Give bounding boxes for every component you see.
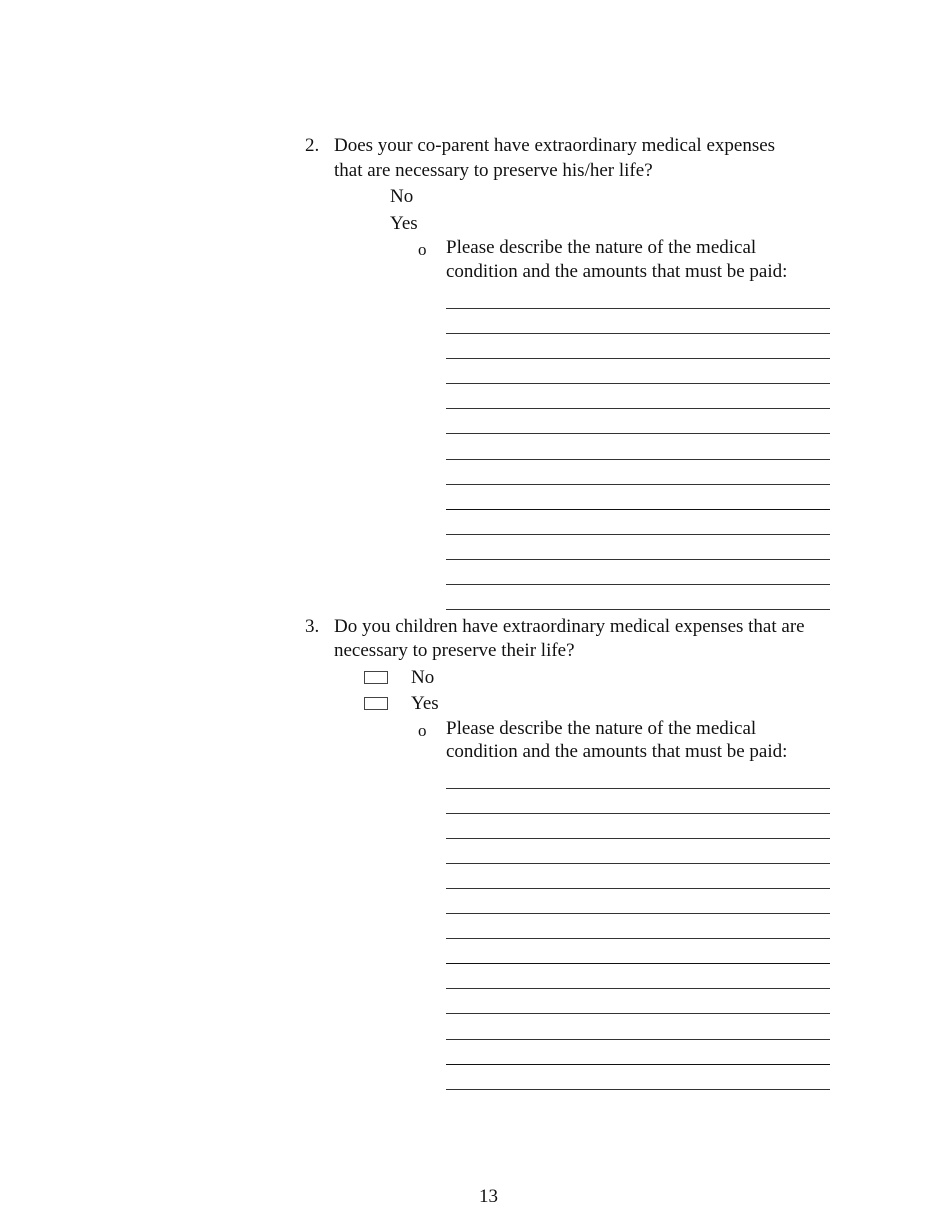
- answer-line[interactable]: [446, 888, 830, 889]
- answer-line[interactable]: [446, 584, 830, 585]
- answer-line[interactable]: [446, 938, 830, 939]
- answer-line[interactable]: [446, 1064, 830, 1065]
- question-2-number: 2.: [305, 135, 320, 156]
- question-3-no-checkbox[interactable]: [364, 671, 388, 684]
- answer-line[interactable]: [446, 838, 830, 839]
- answer-line[interactable]: [446, 988, 830, 989]
- answer-line[interactable]: [446, 358, 830, 359]
- question-2-prompt-line2: condition and the amounts that must be paid:: [446, 261, 788, 282]
- answer-line[interactable]: [446, 863, 830, 864]
- question-3-prompt-line2: condition and the amounts that must be paid:: [446, 741, 788, 762]
- question-3-text-line2: necessary to preserve their life?: [334, 640, 575, 661]
- question-3-bullet-icon: o: [418, 721, 427, 740]
- answer-line[interactable]: [446, 509, 830, 510]
- answer-line[interactable]: [446, 1089, 830, 1090]
- answer-line[interactable]: [446, 609, 830, 610]
- answer-line[interactable]: [446, 308, 830, 309]
- question-2-option-yes[interactable]: Yes: [390, 213, 418, 234]
- page-number: 13: [479, 1186, 498, 1207]
- question-2-text-line2: that are necessary to preserve his/her life?: [334, 160, 653, 181]
- answer-line[interactable]: [446, 813, 830, 814]
- answer-line[interactable]: [446, 383, 830, 384]
- question-3-text-line1: Do you children have extraordinary medical expenses that are: [334, 616, 805, 637]
- answer-line[interactable]: [446, 913, 830, 914]
- answer-line[interactable]: [446, 1039, 830, 1040]
- question-3-option-no: No: [411, 667, 435, 688]
- question-3-option-yes: Yes: [411, 693, 439, 714]
- answer-line[interactable]: [446, 559, 830, 560]
- question-2-prompt-line1: Please describe the nature of the medical: [446, 237, 757, 258]
- answer-line[interactable]: [446, 1013, 830, 1014]
- answer-line[interactable]: [446, 788, 830, 789]
- answer-line[interactable]: [446, 459, 830, 460]
- answer-line[interactable]: [446, 433, 830, 434]
- question-2-text-line1: Does your co-parent have extraordinary medical expenses: [334, 135, 776, 156]
- question-3-prompt-line1: Please describe the nature of the medical: [446, 718, 757, 739]
- answer-line[interactable]: [446, 408, 830, 409]
- answer-line[interactable]: [446, 534, 830, 535]
- question-3-number: 3.: [305, 616, 320, 637]
- question-2-option-no[interactable]: No: [390, 186, 414, 207]
- answer-line[interactable]: [446, 333, 830, 334]
- answer-line[interactable]: [446, 963, 830, 964]
- question-2-bullet-icon: o: [418, 240, 427, 259]
- answer-line[interactable]: [446, 484, 830, 485]
- question-3-yes-checkbox[interactable]: [364, 697, 388, 710]
